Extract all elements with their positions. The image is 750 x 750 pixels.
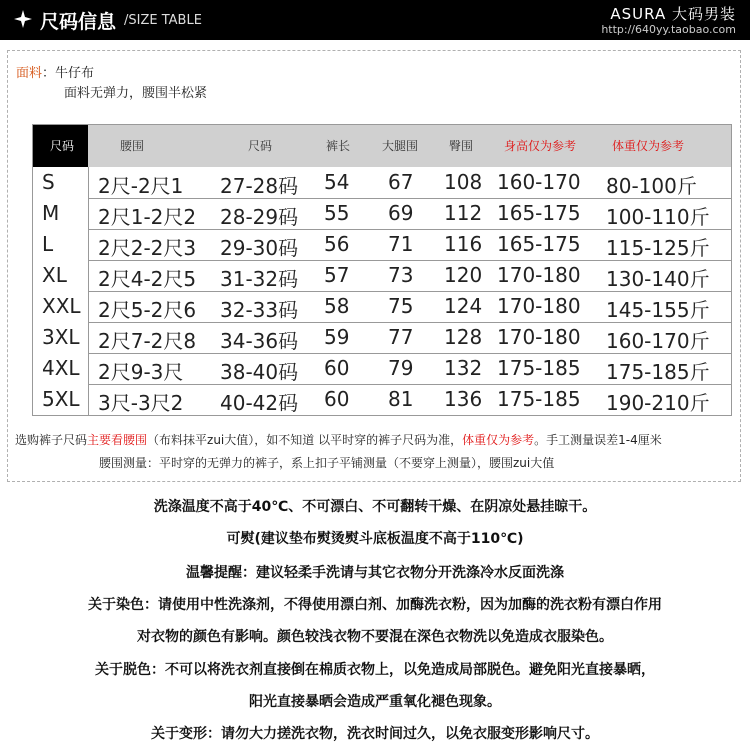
cell-height: 170-180 — [497, 294, 581, 318]
row-divider — [88, 353, 732, 354]
care-line: 温馨提醒：建议轻柔手洗请与其它衣物分开洗涤冷水反面洗涤 — [186, 565, 564, 581]
cell-weight: 100-110斤 — [606, 205, 710, 229]
cell-hip: 136 — [444, 387, 483, 411]
cell-waist: 2尺2-2尺3 — [98, 236, 197, 260]
cell-size: XXL — [42, 294, 81, 318]
cell-thigh: 67 — [388, 170, 414, 194]
cell-weight: 145-155斤 — [606, 298, 710, 322]
cell-size: M — [42, 201, 60, 225]
cell-height: 160-170 — [497, 170, 581, 194]
cell-code: 27-28码 — [220, 174, 299, 198]
cell-thigh: 69 — [388, 201, 414, 225]
cell-waist: 2尺4-2尺5 — [98, 267, 197, 291]
cell-code: 29-30码 — [220, 236, 299, 260]
cell-hip: 124 — [444, 294, 483, 318]
care-line: 对衣物的颜色有影响。颜色较浅衣物不要混在深色衣物洗以免造成衣服染色。 — [137, 629, 613, 645]
cell-code: 32-33码 — [220, 298, 299, 322]
care-line: 可熨(建议垫布熨烫熨斗底板温度不高于110℃) — [226, 531, 524, 547]
cell-waist: 2尺5-2尺6 — [98, 298, 197, 322]
cell-size: L — [42, 232, 54, 256]
cell-hip: 112 — [444, 201, 483, 225]
cell-weight: 80-100斤 — [606, 174, 697, 198]
page-subtitle: /SIZE TABLE — [124, 13, 202, 28]
waist-measure-note: 腰围测量：平时穿的无弹力的裤子，系上扣子平铺测量（不要穿上测量），腰围zui大值 — [99, 456, 555, 470]
care-line: 洗涤温度不高于40℃、不可漂白、不可翻转干燥、在阴凉处悬挂晾干。 — [153, 499, 597, 515]
fabric-value: ：牛仔布 — [42, 66, 95, 81]
cell-hip: 116 — [444, 232, 483, 256]
cell-height: 170-180 — [497, 325, 581, 349]
cell-weight: 175-185斤 — [606, 360, 710, 384]
col-header-waist: 腰围 — [120, 139, 145, 153]
care-line: 关于变形：请勿大力搓洗衣物，洗衣时间过久，以免衣服变形影响尺寸。 — [151, 726, 599, 742]
cell-height: 170-180 — [497, 263, 581, 287]
row-divider — [88, 291, 732, 292]
cell-thigh: 73 — [388, 263, 414, 287]
cell-length: 55 — [324, 201, 350, 225]
cell-length: 54 — [324, 170, 350, 194]
cell-waist: 2尺9-3尺 — [98, 360, 184, 384]
cell-size: 5XL — [42, 387, 80, 411]
fabric-label: 面料 — [16, 66, 43, 81]
row-divider — [88, 384, 732, 385]
cell-waist: 2尺-2尺1 — [98, 174, 184, 198]
cell-waist: 2尺1-2尺2 — [98, 205, 197, 229]
cell-height: 165-175 — [497, 232, 581, 256]
purchase-note — [15, 431, 662, 448]
header-bar — [0, 0, 750, 40]
care-line: 阳光直接暴晒会造成严重氧化褪色现象。 — [249, 694, 501, 710]
row-divider — [88, 229, 732, 230]
cell-size: 3XL — [42, 325, 80, 349]
cell-hip: 108 — [444, 170, 483, 194]
cell-size: XL — [42, 263, 67, 287]
note-text: 选购裤子尺码 — [15, 433, 88, 447]
care-line: 关于染色：请使用中性洗涤剂，不得使用漂白剂、加酶洗衣粉，因为加酶的洗衣粉有漂白作用 — [88, 597, 662, 613]
cell-thigh: 71 — [388, 232, 414, 256]
col-header-length: 裤长 — [326, 139, 351, 153]
cell-weight: 190-210斤 — [606, 391, 710, 415]
cell-code: 38-40码 — [220, 360, 299, 384]
cell-thigh: 77 — [388, 325, 414, 349]
cell-length: 57 — [324, 263, 350, 287]
brand-name: ASURA 大码男装 — [610, 5, 736, 23]
col-header-size: 尺码 — [50, 139, 75, 153]
note-text: 。手工测量误差1-4厘米 — [534, 433, 662, 447]
cell-height: 175-185 — [497, 356, 581, 380]
cell-hip: 132 — [444, 356, 483, 380]
col-header-code: 尺码 — [248, 139, 273, 153]
note-highlight-weight: 体重仅为参考 — [462, 433, 535, 447]
cell-weight: 130-140斤 — [606, 267, 710, 291]
cell-length: 60 — [324, 387, 350, 411]
cell-size: 4XL — [42, 356, 80, 380]
compass-star-icon — [14, 10, 32, 28]
row-divider — [88, 322, 732, 323]
cell-code: 31-32码 — [220, 267, 299, 291]
cell-weight: 115-125斤 — [606, 236, 710, 260]
cell-hip: 128 — [444, 325, 483, 349]
row-divider — [88, 198, 732, 199]
cell-height: 165-175 — [497, 201, 581, 225]
cell-weight: 160-170斤 — [606, 329, 710, 353]
cell-code: 34-36码 — [220, 329, 299, 353]
cell-thigh: 79 — [388, 356, 414, 380]
col-header-weight: 体重仅为参考 — [612, 139, 685, 153]
note-text: （布料抹平zui大值），如不知道 以平时穿的裤子尺码为准， — [147, 433, 463, 447]
fabric-desc: 面料无弹力，腰围半松紧 — [64, 86, 208, 101]
cell-size: S — [42, 170, 55, 194]
cell-waist: 2尺7-2尺8 — [98, 329, 197, 353]
store-url: http://640yy.taobao.com — [601, 23, 736, 36]
cell-code: 28-29码 — [220, 205, 299, 229]
col-header-height: 身高仅为参考 — [504, 139, 577, 153]
cell-length: 59 — [324, 325, 350, 349]
note-highlight-waist: 主要看腰围 — [87, 433, 148, 447]
page-title: 尺码信息 — [40, 11, 117, 33]
cell-code: 40-42码 — [220, 391, 299, 415]
cell-waist: 3尺-3尺2 — [98, 391, 184, 415]
col-header-hip: 臀围 — [449, 139, 474, 153]
cell-hip: 120 — [444, 263, 483, 287]
cell-length: 60 — [324, 356, 350, 380]
fabric-info — [16, 64, 208, 101]
cell-height: 175-185 — [497, 387, 581, 411]
cell-thigh: 75 — [388, 294, 414, 318]
cell-thigh: 81 — [388, 387, 414, 411]
care-line: 关于脱色：不可以将洗衣剂直接倒在棉质衣物上，以免造成局部脱色。避免阳光直接暴晒， — [95, 662, 655, 678]
cell-length: 56 — [324, 232, 350, 256]
row-divider — [88, 260, 732, 261]
col-header-thigh: 大腿围 — [382, 139, 419, 153]
cell-length: 58 — [324, 294, 350, 318]
